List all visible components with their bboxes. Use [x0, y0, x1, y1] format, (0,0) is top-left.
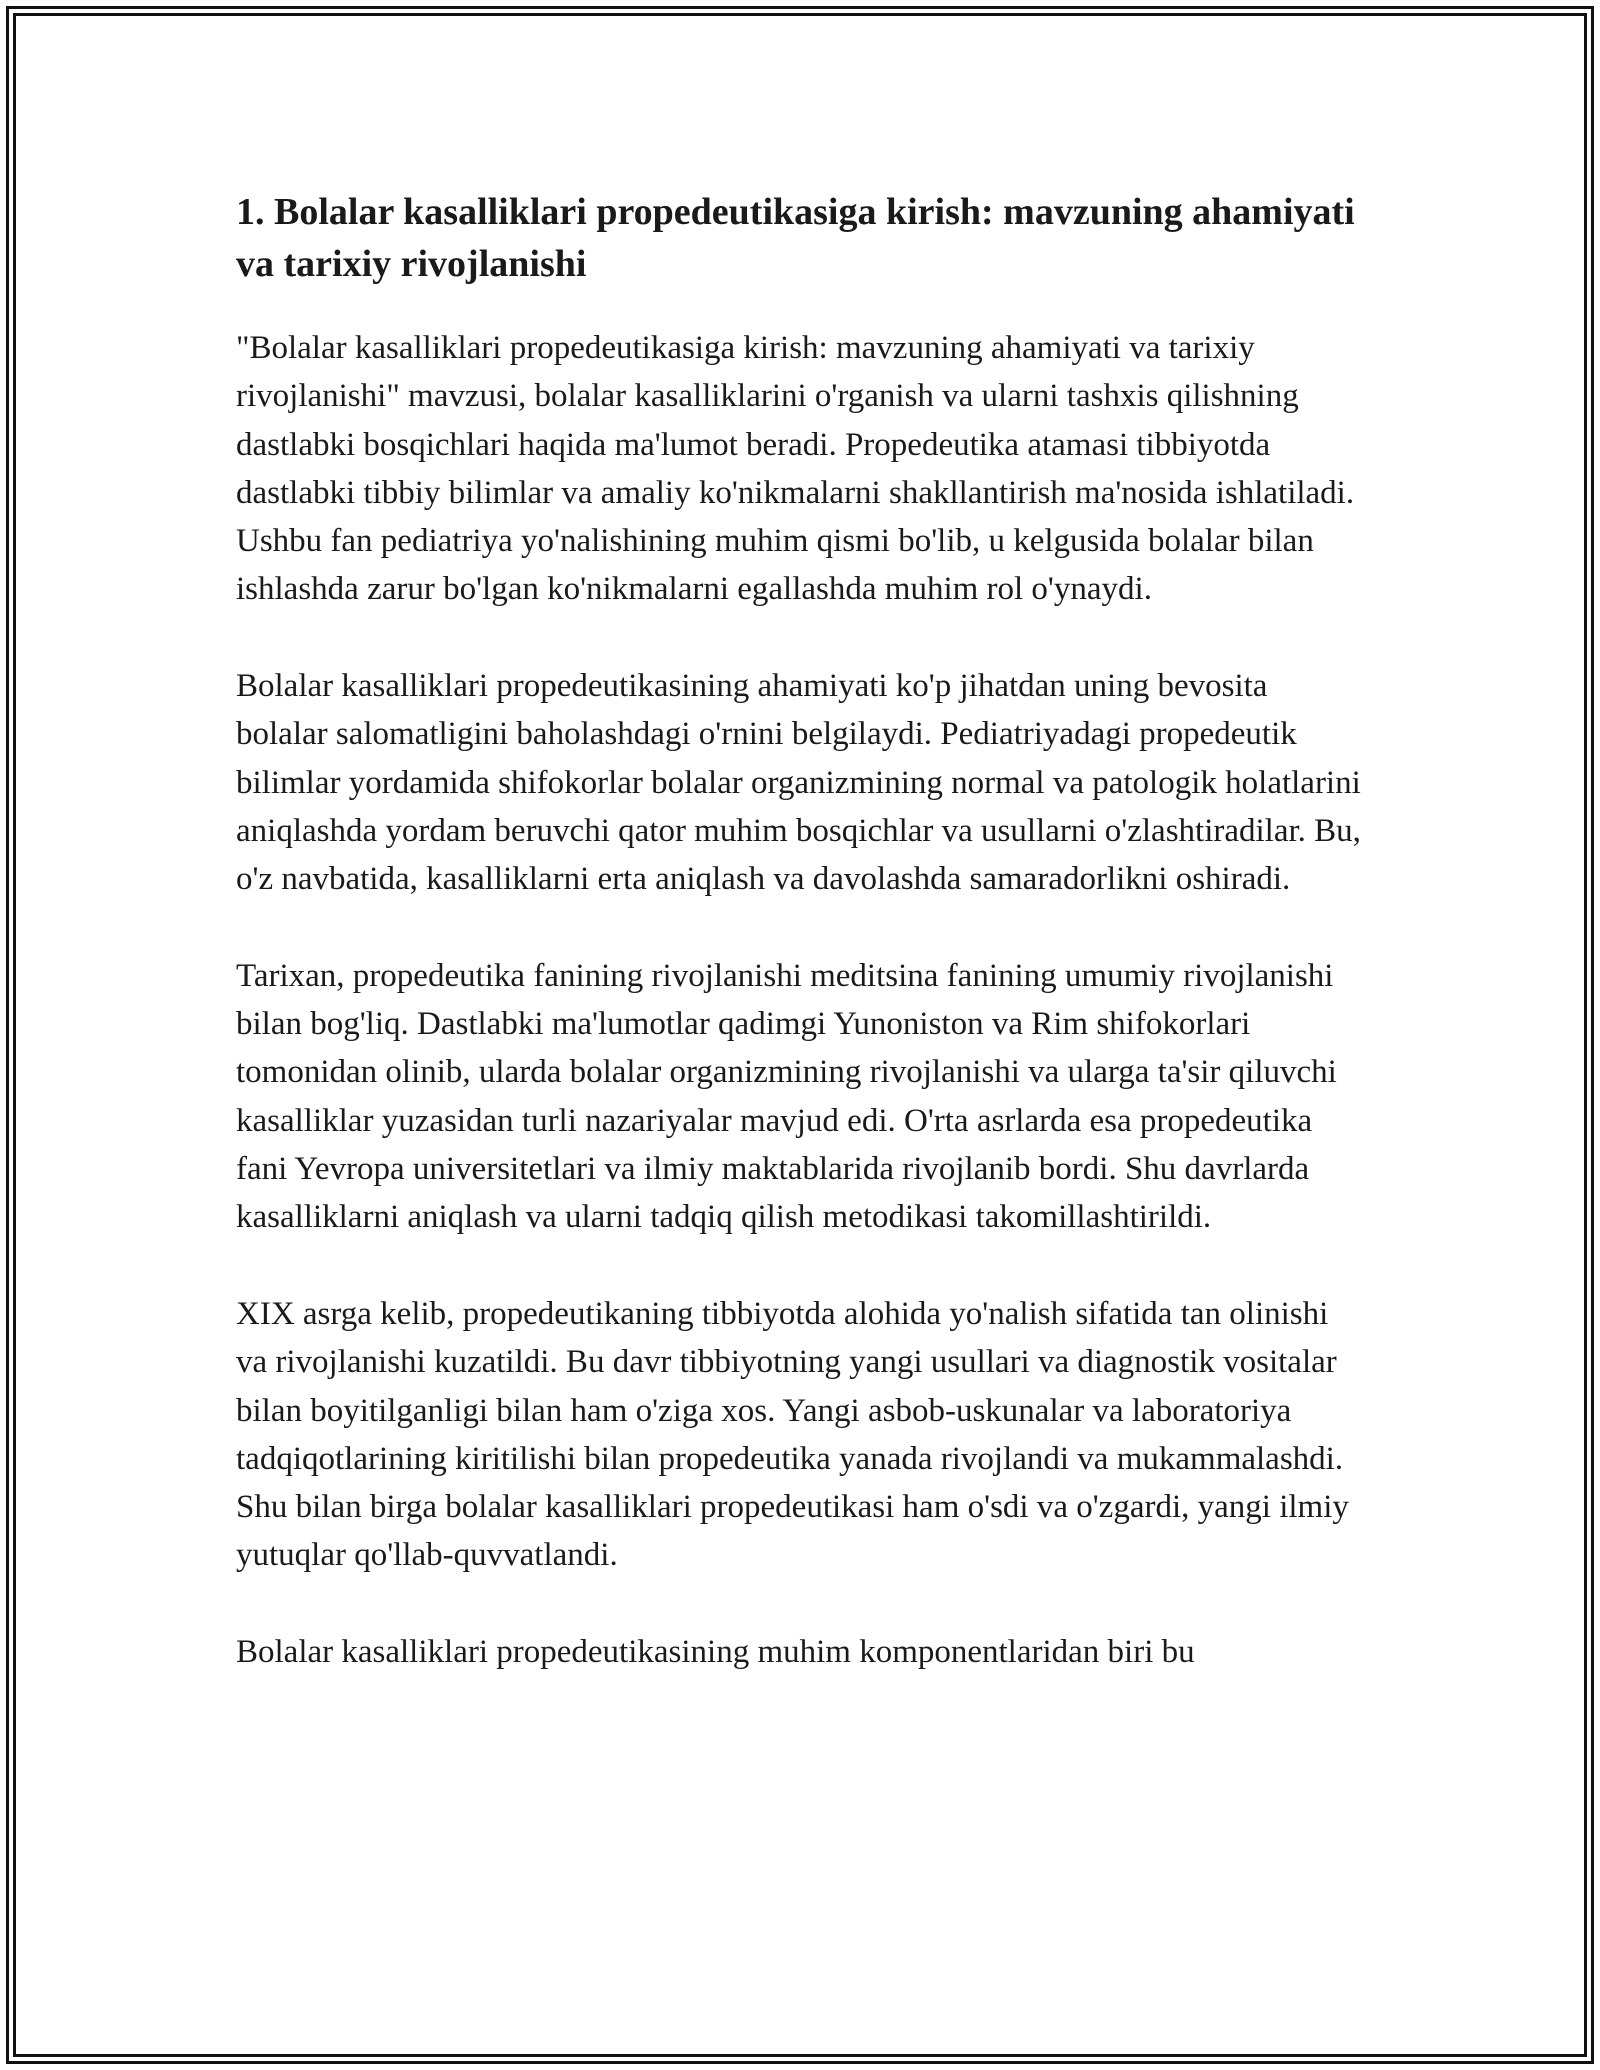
- document-body: [236, 186, 1366, 1725]
- paragraph-history: Tarixan, propedeutika fanining rivojlanishi meditsina fanining umumiy rivojlanishi bilan bog'liq. Dastlabki ma'lumotlar qadimgi Yunoniston va Rim shifokorlari tomonidan olinib, ularda bolalar organizmining rivojlanishi va ularga ta'sir qiluvchi kasalliklar yuzasidan turli nazariyalar mavjud edi. O'rta asrlarda esa propedeutika fani Yevropa universitetlari va ilmiy maktablarida rivojlanib bordi. Shu davrlarda kasalliklarni aniqlash va ularni tadqiq qilish metodikasi takomillashtirildi.: [236, 957, 1337, 1236]
- paragraph-components: Bolalar kasalliklari propedeutikasining muhim komponentlaridan biri bu: [236, 1634, 1195, 1671]
- section-heading: 1. Bolalar kasalliklari propedeutikasiga kirish: mavzuning ahamiyati va tarixiy rivojlanishi: [236, 191, 1355, 285]
- paragraph-importance: Bolalar kasalliklari propedeutikasining ahamiyati ko'p jihatdan uning bevosita bolalar salomatligini baholashdagi o'rnini belgilaydi. Pediatriyadagi propedeutik bilimlar yordamida shifokorlar bolalar organizmining normal va patologik holatlarini aniqlashda yordam beruvchi qator muhim bosqichlar va usullarni o'zlashtiradilar. Bu, o'z navbatida, kasalliklarni erta aniqlash va davolashda samaradorlikni oshiradi.: [236, 668, 1361, 898]
- paragraph-nineteenth-century: XIX asrga kelib, propedeutikaning tibbiyotda alohida yo'nalish sifatida tan olinishi va rivojlanishi kuzatildi. Bu davr tibbiyotning yangi usullari va diagnostik vositalar bilan boyitilganligi bilan ham o'ziga xos. Yangi asbob-uskunalar va laboratoriya tadqiqotlarining kiritilishi bilan propedeutika yanada rivojlandi va mukammalashdi. Shu bilan birga bolalar kasalliklari propedeutikasi ham o'sdi va o'zgardi, yangi ilmiy yutuqlar qo'llab-quvvatlandi.: [236, 1295, 1349, 1574]
- paragraph-introduction: "Bolalar kasalliklari propedeutikasiga kirish: mavzuning ahamiyati va tarixiy rivojlanishi" mavzusi, bolalar kasalliklarini o'rganish va ularni tashxis qilishning dastlabki bosqichlari haqida ma'lumot beradi. Propedeutika atamasi tibbiyotda dastlabki tibbiy bilimlar va amaliy ko'nikmalarni shakllantirish ma'nosida ishlatiladi. Ushbu fan pediatriya yo'nalishining muhim qismi bo'lib, u kelgusida bolalar bilan ishlashda zarur bo'lgan ko'nikmalarni egallashda muhim rol o'ynaydi.: [236, 330, 1355, 608]
